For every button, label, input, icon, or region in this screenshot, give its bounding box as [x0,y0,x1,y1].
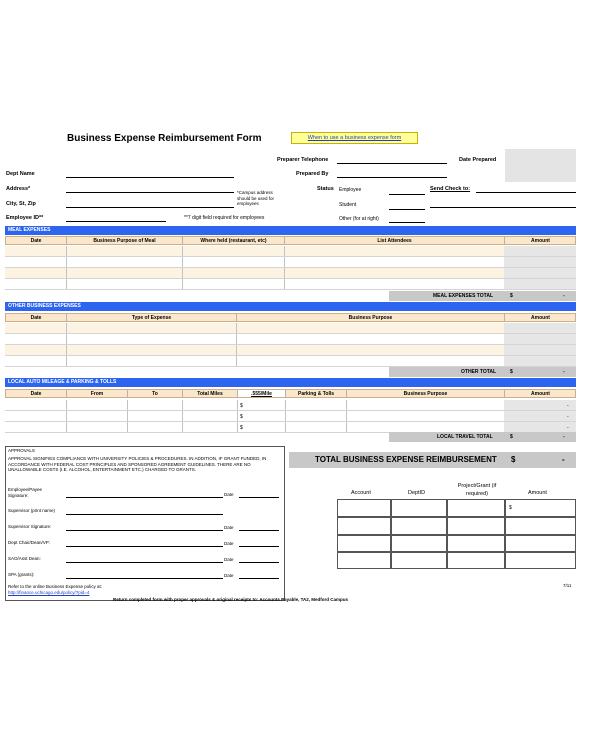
summary-col-amount: Amount [528,490,547,496]
send-check-field[interactable] [476,192,576,193]
spa-date-field[interactable] [239,578,279,579]
dept-chair-date-field[interactable] [239,546,279,547]
employee-date-field[interactable] [239,497,279,498]
grand-total-label: TOTAL BUSINESS EXPENSE REIMBURSEMENT [315,455,497,464]
return-note: Return completed form with proper approvals & original receipts to: Accounts Payable, TA2, Medford Campus [113,597,349,602]
other-header-row [5,313,576,322]
other-row[interactable] [5,334,576,345]
other-total-value: - [563,369,565,375]
meal-header-row [5,236,576,245]
sao-date-label: Date [224,557,234,562]
travel-col-amount: Amount [531,391,550,397]
travel-row-currency: $ [240,403,243,409]
travel-section-bar: LOCAL AUTO MILEAGE & PARKING & TOLLS [5,378,576,387]
grand-total-row [289,452,576,468]
other-col-date: Date [6,314,67,321]
address-field[interactable] [66,192,234,193]
dept-chair-label: Dept Chair/Dean/VP: [8,540,51,545]
policy-link[interactable]: http://finance.uchicago.edu/policy/?pid=4 [8,590,90,595]
meal-total-label: MEAL EXPENSES TOTAL [433,293,494,299]
summary-amount-currency: $ [509,505,512,511]
approvals-box [5,446,285,601]
supervisor-print-label: Supervisor (print name) [8,508,56,513]
travel-row[interactable] [5,411,576,422]
travel-total-label: LOCAL TRAVEL TOTAL [437,434,493,440]
supervisor-date-label: Date [224,525,234,530]
status-student-field[interactable] [389,209,425,210]
supervisor-print-field[interactable] [66,514,223,515]
travel-col-to: To [128,390,183,397]
approvals-heading: APPROVALS [8,448,35,453]
help-link[interactable]: When to use a business expense form [307,135,402,141]
approvals-statement: APPROVAL SIGNIFIES COMPLIANCE WITH UNIVERSITY POLICIES & PROCEDURES. IN ADDITION, IF GRANT FUNDED, IN ACCORDANCE WITH FEDERAL COST PRINCIPLES AND SPONSORED AGREEMENT GUIDELINES. THERE ARE NO UNALLOWABLE COSTS (I.E. ALCOHOL, ENTERTAINMENT ETC.) CHARGED TO GRANTS. [8,456,267,472]
id-note: **7 digit field required for employees [184,215,265,221]
dept-name-field[interactable] [66,177,234,178]
travel-col-purpose: Business Purpose [347,390,505,397]
travel-col-from: From [67,390,128,397]
preparer-telephone-label: Preparer Telephone [277,157,329,163]
other-section-bar: OTHER BUSINESS EXPENSES [5,302,576,311]
policy-reference: Refer to the online Business Expense policy at: [8,584,103,589]
travel-total-value: - [563,434,565,440]
other-col-amount: Amount [531,315,550,321]
meal-section-bar: MEAL EXPENSES [5,226,576,235]
city-label: City, St, Zip [6,201,36,207]
travel-col-rate: .555/Mile [238,390,286,397]
dept-chair-date-label: Date [224,541,234,546]
meal-col-where: Where held (restaurant, etc) [183,237,285,244]
employee-signature-field[interactable] [66,497,223,498]
meal-row[interactable] [5,279,576,290]
employee-id-field[interactable] [66,221,166,222]
travel-header-row [5,389,576,398]
send-check-label: Send Check to: [430,186,471,192]
travel-col-miles: Total Miles [183,390,238,397]
other-col-purpose: Business Purpose [237,314,505,321]
meal-col-amount: Amount [531,238,550,244]
employee-id-label: Employee ID** [6,215,44,221]
other-total-label: OTHER TOTAL [461,369,497,375]
prepared-by-extra [505,166,576,182]
summary-grid[interactable] [337,499,576,569]
other-total-currency: $ [510,369,513,375]
travel-col-date: Date [6,390,67,397]
grand-total-currency: $ [511,455,516,464]
status-other: Other (for at right) [339,216,379,222]
travel-total-row [389,432,576,442]
meal-col-purpose: Business Purpose of Meal [67,237,183,244]
other-row[interactable] [5,356,576,367]
dept-name-label: Dept Name [6,171,35,177]
employee-signature-label: Employee/Payee Signature: [8,487,43,498]
spa-grants-label: SPA (grants): [8,572,35,577]
status-student: Student [339,202,357,208]
travel-col-parking: Parking & Tolls [286,390,347,397]
meal-row[interactable] [5,246,576,257]
employee-date-label: Date [224,492,234,497]
supervisor-signature-label: Supervisor Signature: [8,524,52,529]
address-label: Address* [6,186,31,192]
meal-total-value: - [563,293,565,299]
date-prepared-label: Date Prepared [459,157,497,163]
travel-total-currency: $ [510,434,513,440]
other-total-row [389,367,576,377]
other-row[interactable] [5,345,576,356]
status-other-field[interactable] [389,222,425,223]
meal-total-currency: $ [510,293,513,299]
city-field[interactable] [66,207,234,208]
meal-col-date: Date [6,237,67,244]
summary-col-account: Account [351,490,371,496]
meal-row[interactable] [5,257,576,268]
travel-row-value: - [567,425,569,431]
travel-row-value: - [567,414,569,420]
prepared-by-label: Prepared By [296,171,329,177]
status-label: Status [317,186,334,192]
status-employee: Employee [339,187,362,193]
spa-grants-field[interactable] [66,578,223,579]
meal-total-row [389,291,576,301]
supervisor-signature-field[interactable] [66,530,223,531]
form-title: Business Expense Reimbursement Form [67,133,262,144]
send-check-field-2[interactable] [430,207,576,208]
date-prepared-field[interactable] [505,149,576,166]
dept-chair-field[interactable] [66,546,223,547]
other-row[interactable] [5,323,576,334]
supervisor-date-field[interactable] [239,530,279,531]
prepared-by-field[interactable] [337,177,447,178]
sao-dean-field[interactable] [66,562,223,563]
summary-col-deptid: DeptID [408,490,426,496]
campus-note: *Campus address should be used for employees [237,190,275,206]
other-col-type: Type of Expense [67,314,237,321]
meal-col-attendees: List Attendees [285,237,505,244]
meal-row[interactable] [5,268,576,279]
travel-row-currency: $ [240,414,243,420]
travel-row-currency: $ [240,425,243,431]
grand-total-value: - [562,455,565,464]
spa-date-label: Date [224,573,234,578]
preparer-telephone-field[interactable] [337,163,447,164]
status-employee-field[interactable] [389,194,425,195]
sao-date-field[interactable] [239,562,279,563]
sao-dean-label: SAO/Asst Dean: [8,556,41,561]
form-version: 7/11 [563,583,572,588]
summary-col-project: Project/Grant (if required) [457,483,497,497]
travel-row-value: - [567,403,569,409]
travel-row[interactable] [5,400,576,411]
help-link-box[interactable] [291,132,418,144]
